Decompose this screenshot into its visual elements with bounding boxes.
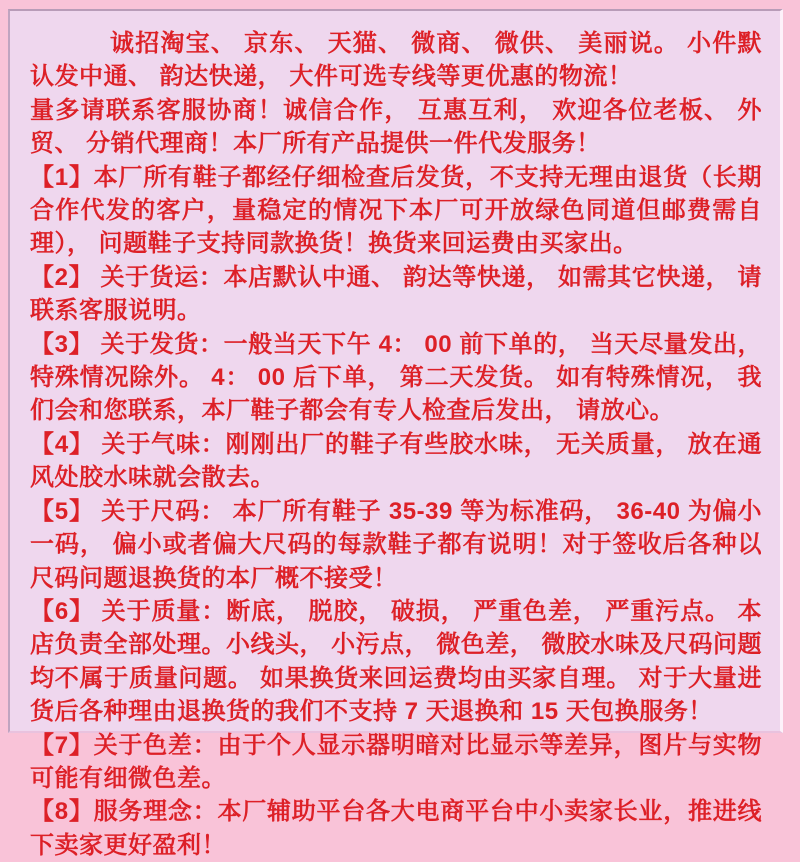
notice-panel: [8, 9, 783, 859]
notice-paragraph: 【5】 关于尺码： 本厂所有鞋子 35-39 等为标准码， 36-40 为偏小一码， 偏小或者偏大尺码的每款鞋子都有说明！对于签收后各种以尺码问题退换货的本厂概不接受！: [30, 497, 762, 592]
notice-paragraph: 【6】 关于质量：断底， 脱胶， 破损， 严重色差， 严重污点。 本店负责全部处理。小线头， 小污点， 微色差， 微胶水味及尺码问题均不属于质量问题。 如果换货来回运费均由买家自理。 对于大量进货后各种理由退换货的我们不支持 7 天退换和 15 天包换服务！: [30, 597, 763, 726]
notice-paragraph: 量多请联系客服协商！诚信合作， 互惠互利， 欢迎各位老板、 外贸、 分销代理商！本厂所有产品提供一件代发服务！: [30, 96, 762, 158]
notice-paragraph: 【3】 关于发货：一般当天下午 4： 00 前下单的， 当天尽量发出， 特殊情况除外。 4： 00 后下单， 第二天发货。 如有特殊情况， 我们会和您联系，本厂鞋子都会有专人检查后发出， 请放心。: [30, 330, 762, 425]
notice-paragraph: 【7】关于色差：由于个人显示器明暗对比显示等差异，图片与实物可能有细微色差。: [30, 731, 762, 792]
notice-paragraph: 【1】本厂所有鞋子都经仔细检查后发货，不支持无理由退货（长期合作代发的客户，量稳定的情况下本厂可开放绿色同道但邮费需自理）， 问题鞋子支持同款换货！换货来回运费由买家出。: [30, 163, 762, 258]
notice-paragraph: 【2】 关于货运：本店默认中通、 韵达等快递， 如需其它快递， 请联系客服说明。: [30, 263, 762, 325]
notice-paragraph: 【8】服务理念：本厂辅助平台各大电商平台中小卖家长业，推进线下卖家更好盈利！: [30, 798, 762, 859]
notice-paragraph: 【4】 关于气味：刚刚出厂的鞋子有些胶水味， 无关质量， 放在通风处胶水味就会散去。: [30, 430, 762, 492]
notice-body: [30, 27, 762, 862]
notice-paragraph: 诚招淘宝、 京东、 天猫、 微商、 微供、 美丽说。 小件默认发中通、 韵达快递， 大件可选专线等更优惠的物流！: [30, 30, 762, 91]
